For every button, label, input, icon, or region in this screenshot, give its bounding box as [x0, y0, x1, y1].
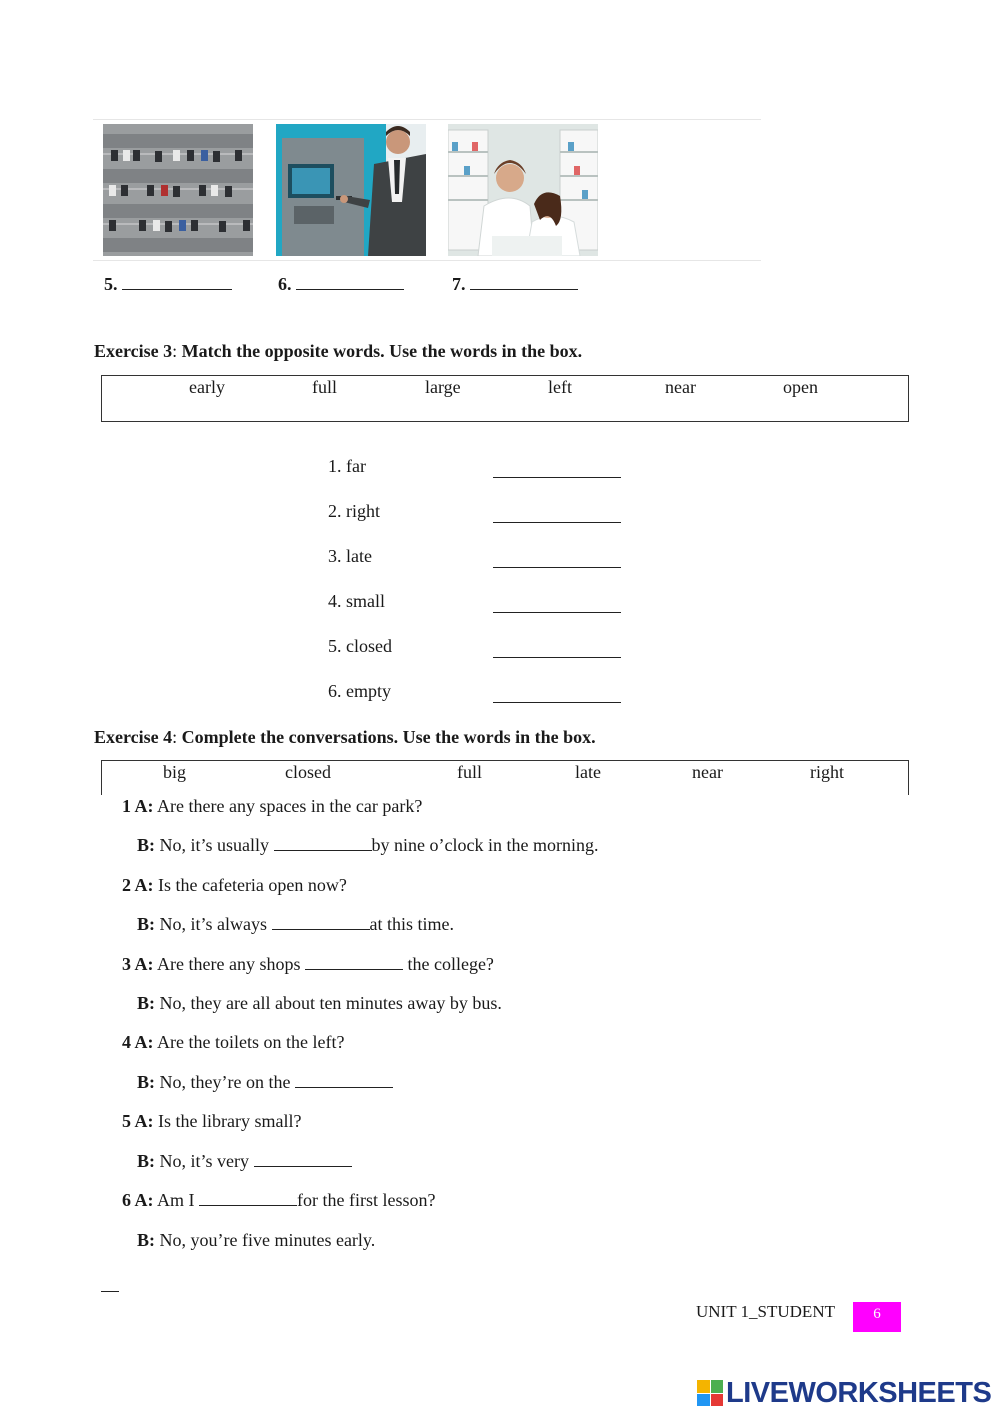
- picture-number: 5.: [104, 274, 118, 294]
- speaker: 5 A:: [122, 1111, 154, 1131]
- word-box-item: near: [665, 377, 696, 397]
- match-answer-line[interactable]: [493, 477, 621, 478]
- match-item-right: 2. right: [328, 501, 380, 521]
- speaker: 3 A:: [122, 954, 154, 974]
- match-item-small: 4. small: [328, 591, 385, 611]
- speaker: 1 A:: [122, 796, 154, 816]
- exercise-3-word-box: [101, 375, 909, 422]
- match-answer-line[interactable]: [493, 702, 621, 703]
- answer-blank[interactable]: [470, 289, 578, 290]
- speaker: B:: [137, 835, 155, 855]
- match-item-late: 3. late: [328, 546, 372, 566]
- speaker: 6 A:: [122, 1190, 154, 1210]
- footnote-dash: [101, 1291, 119, 1292]
- conversation-5-question: [122, 1111, 301, 1132]
- line-text: Is the cafeteria open now?: [153, 875, 347, 895]
- page-number-badge: [853, 1302, 901, 1332]
- speaker: B:: [137, 1151, 155, 1171]
- exercise-4-word-box: [101, 760, 909, 795]
- picture-number: 6.: [278, 274, 292, 294]
- answer-blank[interactable]: [296, 289, 404, 290]
- picture-7-label: [452, 274, 578, 295]
- word-box-item: big: [163, 762, 187, 782]
- logo-text: LIVEWORKSHEETS: [726, 1376, 992, 1409]
- answer-blank[interactable]: [254, 1166, 352, 1167]
- answer-blank[interactable]: [274, 850, 372, 851]
- word-box-item: closed: [285, 762, 331, 782]
- match-item-far: 1. far: [328, 456, 366, 476]
- picture-row-top-rule: [93, 119, 761, 120]
- line-text: Is the library small?: [153, 1111, 302, 1131]
- speaker: B:: [137, 914, 155, 934]
- line-text: No, it’s always: [155, 914, 272, 934]
- unit-label: UNIT 1_STUDENT: [696, 1302, 835, 1321]
- picture-6-label: [278, 274, 404, 295]
- liveworksheets-logo: [697, 1378, 991, 1408]
- match-answer-line[interactable]: [493, 522, 621, 523]
- exercise-4-title: Exercise 4: Complete the conversations. Use the words in the box.: [94, 727, 596, 747]
- speaker: B:: [137, 993, 155, 1013]
- picture-row-bottom-rule: [93, 260, 761, 261]
- conversation-5-answer: [137, 1151, 352, 1172]
- speaker: 4 A:: [122, 1032, 154, 1052]
- line-text: No, you’re five minutes early.: [155, 1230, 376, 1250]
- conversation-6-answer: [137, 1230, 375, 1251]
- answer-blank[interactable]: [122, 289, 232, 290]
- conversation-6-question: [122, 1190, 435, 1211]
- word-box-item: early: [189, 377, 225, 397]
- line-text: at this time.: [369, 914, 454, 934]
- exercise-label: Exercise 4: [94, 727, 173, 747]
- match-answer-line[interactable]: [493, 567, 621, 568]
- match-item-empty: 6. empty: [328, 681, 391, 701]
- speaker: B:: [137, 1072, 155, 1092]
- word-box-item: left: [548, 377, 572, 397]
- exercise-instruction: Match the opposite words. Use the words in the box.: [177, 341, 583, 361]
- line-text: for the first lesson?: [297, 1190, 436, 1210]
- answer-blank[interactable]: [272, 929, 370, 930]
- picture-5-label: [104, 274, 232, 295]
- line-text: Are the toilets on the left?: [153, 1032, 345, 1052]
- page-number: 6: [873, 1306, 881, 1322]
- picture-number: 7.: [452, 274, 466, 294]
- word-box-item: large: [425, 377, 461, 397]
- line-text: No, it’s very: [155, 1151, 254, 1171]
- answer-blank[interactable]: [305, 969, 403, 970]
- conversation-3-question: [122, 954, 494, 975]
- line-text: Are there any shops: [153, 954, 305, 974]
- line-text: No, they’re on the: [155, 1072, 295, 1092]
- line-text: No, it’s usually: [155, 835, 274, 855]
- word-box-item: near: [692, 762, 723, 782]
- line-text: No, they are all about ten minutes away by bus.: [155, 993, 502, 1013]
- conversation-2-answer: [137, 914, 454, 935]
- speaker: 2 A:: [122, 875, 154, 895]
- answer-blank[interactable]: [199, 1205, 297, 1206]
- line-text: Are there any spaces in the car park?: [153, 796, 423, 816]
- conversation-4-question: [122, 1032, 344, 1053]
- word-box-item: full: [457, 762, 482, 782]
- word-box-item: late: [575, 762, 601, 782]
- line-text: by nine o’clock in the morning.: [371, 835, 599, 855]
- word-box-item: full: [312, 377, 337, 397]
- match-answer-line[interactable]: [493, 612, 621, 613]
- cash-machine-image: [276, 124, 426, 256]
- line-text: the college?: [402, 954, 494, 974]
- exercise-instruction: Complete the conversations. Use the words in the box.: [177, 727, 596, 747]
- car-park-image: [103, 124, 253, 256]
- exercise-3-title: Exercise 3: Match the opposite words. Use the words in the box.: [94, 341, 583, 361]
- answer-blank[interactable]: [295, 1087, 393, 1088]
- speaker: B:: [137, 1230, 155, 1250]
- conversation-1-answer: [137, 835, 598, 856]
- conversation-4-answer: [137, 1072, 393, 1093]
- match-item-closed: 5. closed: [328, 636, 392, 656]
- pharmacy-image: [448, 124, 598, 256]
- exercise-label: Exercise 3: [94, 341, 173, 361]
- match-answer-line[interactable]: [493, 657, 621, 658]
- liveworksheets-logo-icon: [697, 1380, 723, 1406]
- line-text: Am I: [153, 1190, 200, 1210]
- conversation-2-question: [122, 875, 347, 896]
- conversation-1-question: [122, 796, 422, 817]
- word-box-item: open: [783, 377, 818, 397]
- word-box-item: right: [810, 762, 844, 782]
- conversation-3-answer: [137, 993, 502, 1014]
